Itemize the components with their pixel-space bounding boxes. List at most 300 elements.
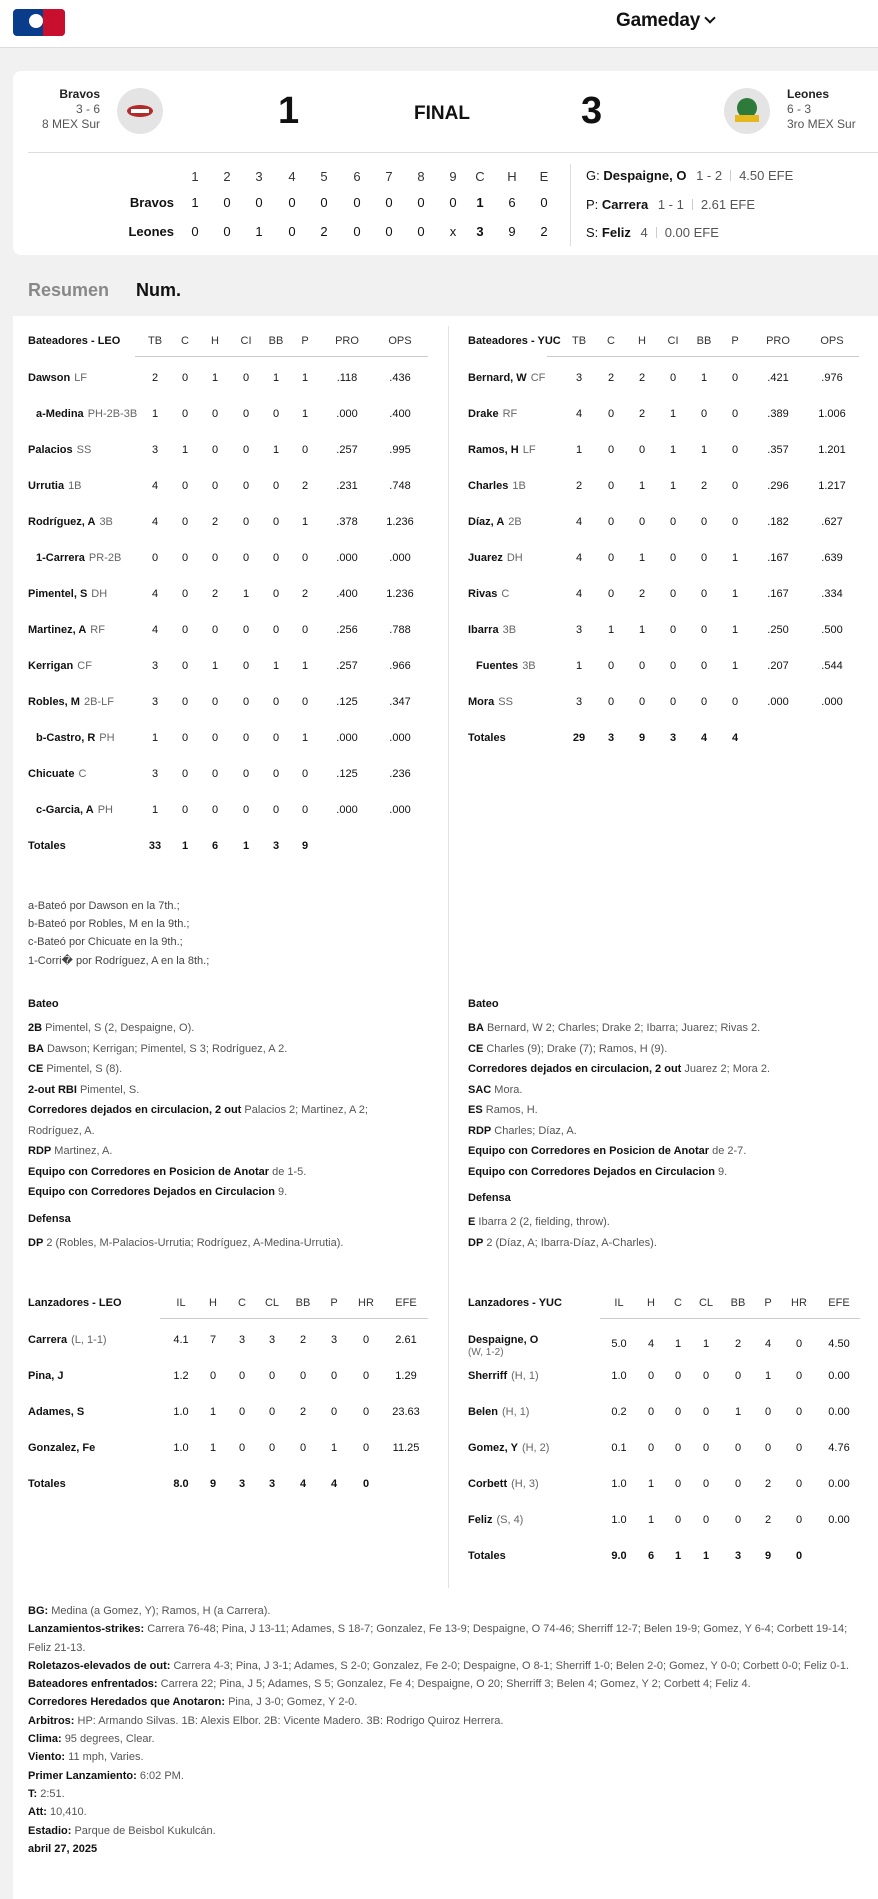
pitcher-stat: 0 <box>795 1338 803 1350</box>
batter-stat: 1 <box>575 444 583 456</box>
batter-stat: 0 <box>272 588 280 600</box>
batter-stat: 0 <box>301 804 309 816</box>
batting-table-title: Bateadores - YUC <box>468 335 561 347</box>
pitcher-stat: 0 <box>795 1370 803 1382</box>
pitcher-stat: 1.0 <box>611 1514 627 1526</box>
batter-stat: 1 <box>731 552 739 564</box>
batter-stat: 0 <box>731 480 739 492</box>
linescore-cell: 0 <box>385 224 393 239</box>
game-info-value: 6:02 PM. <box>139 1769 184 1782</box>
batter-stat: 0 <box>731 444 739 456</box>
game-info-value: 11 mph, Varies. <box>68 1751 144 1764</box>
linescore-header: 3 <box>255 169 263 184</box>
pitcher-stat: 7 <box>209 1334 217 1346</box>
batter-stat: .167 <box>767 552 789 564</box>
batter-stat: 0 <box>272 516 280 528</box>
game-info-key: Primer Lanzamiento: <box>28 1769 137 1782</box>
batter-stat: 0 <box>181 624 189 636</box>
pitcher-stat: 4.76 <box>828 1442 850 1454</box>
batter-stat: 0 <box>607 660 615 672</box>
bateo-note-key: Equipo con Corredores en Posicion de Anotar <box>28 1165 270 1178</box>
defensa-heading: Defensa <box>468 1192 511 1204</box>
batter-stat: .236 <box>389 768 411 780</box>
batter-stat: 0 <box>731 372 739 384</box>
batter-stat: .167 <box>767 588 789 600</box>
pitcher-stat: 0 <box>734 1514 742 1526</box>
batter-stat: .976 <box>821 372 843 384</box>
batter-stat: .357 <box>767 444 789 456</box>
batter-stat: 1 <box>211 372 219 384</box>
bateo-note-key: CE <box>28 1063 44 1075</box>
tab-box-score[interactable]: Num. <box>136 280 181 300</box>
batter-stat: 4 <box>575 588 583 600</box>
batter-stat: 1 <box>301 732 309 744</box>
pitching-total-stat: 9 <box>764 1550 772 1562</box>
batter-name-text: 1-Carrera <box>36 552 85 564</box>
pitching-col-header: H <box>209 1297 217 1309</box>
pitcher-stat: 0 <box>702 1478 710 1490</box>
pitcher-name[interactable] <box>468 1514 523 1526</box>
batter-stat: .400 <box>389 408 411 420</box>
batting-total-stat: 33 <box>148 840 162 852</box>
linescore-cell: 3 <box>476 224 484 239</box>
batter-position: RF <box>90 624 105 636</box>
pitcher-name-text: Belen <box>468 1406 498 1418</box>
batter-stat: 2 <box>151 372 159 384</box>
linescore-team-name[interactable]: Bravos <box>129 195 174 210</box>
batting-col-header: TB <box>571 335 587 347</box>
bateo-note-key: 2B <box>28 1022 43 1034</box>
batter-name[interactable] <box>468 444 536 456</box>
top-header <box>0 0 878 48</box>
game-date: abril 27, 2025 <box>28 1842 98 1855</box>
batter-stat: 1 <box>151 804 159 816</box>
batting-col-header: H <box>211 335 219 347</box>
batter-stat: 1.236 <box>386 516 414 528</box>
batter-stat: 1.217 <box>818 480 846 492</box>
linescore-cell: 0 <box>417 195 425 210</box>
batter-name[interactable] <box>28 660 92 672</box>
batter-stat: .627 <box>821 516 843 528</box>
game-info-value: HP: Armando Silvas. 1B: Alexis Elbor. 2B: Vicente Madero. 3B: Rodrigo Quiroz Herrera. <box>77 1714 504 1727</box>
pitcher-stat: 0 <box>299 1370 307 1382</box>
away-team-name[interactable]: Bravos <box>59 87 100 101</box>
batter-stat: .000 <box>389 552 411 564</box>
pitcher-name[interactable] <box>28 1370 63 1382</box>
batter-name-text: Drake <box>468 408 499 420</box>
pitcher-name[interactable] <box>468 1370 539 1382</box>
linescore-header: 7 <box>385 169 393 184</box>
batter-name[interactable] <box>28 696 114 708</box>
batter-stat: .257 <box>336 660 358 672</box>
pitcher-stat: 1.0 <box>611 1478 627 1490</box>
bateo-note-line <box>468 1018 760 1038</box>
batter-stat: .250 <box>767 624 789 636</box>
linescore-team-name[interactable]: Leones <box>128 224 174 239</box>
pitcher-stat: 4 <box>647 1338 655 1350</box>
linescore-cell: 0 <box>540 195 548 210</box>
pitching-total-stat: 6 <box>647 1550 655 1562</box>
pitching-total-stat: 3 <box>238 1478 246 1490</box>
pitcher-stat: 1 <box>209 1406 217 1418</box>
batter-stat: 1 <box>669 480 677 492</box>
pitcher-stat: 2 <box>299 1334 307 1346</box>
pitching-total-stat: 8.0 <box>173 1478 189 1490</box>
pitcher-name[interactable] <box>468 1406 529 1418</box>
batting-col-header: OPS <box>388 335 412 347</box>
batter-stat: 1 <box>181 444 189 456</box>
batter-stat: 0 <box>638 660 646 672</box>
bateo-note-key: Corredores dejados en circulacion, 2 out <box>468 1063 682 1075</box>
linescore-cell: 2 <box>320 224 328 239</box>
game-info-line <box>28 1693 868 1711</box>
pitcher-name-text: Sherriff <box>468 1370 508 1382</box>
batter-position: 3B <box>522 660 536 672</box>
batter-stat: 0 <box>638 516 646 528</box>
batter-name[interactable] <box>468 552 523 564</box>
batter-name[interactable] <box>36 732 115 744</box>
bateo-note-value: Pimentel, S. <box>79 1083 140 1096</box>
gameday-menu[interactable] <box>616 10 714 32</box>
pitcher-name-text: Adames, S <box>28 1406 85 1418</box>
batter-name[interactable] <box>36 552 121 564</box>
batter-stat: 0 <box>272 768 280 780</box>
batter-name-text: Rivas <box>468 588 498 600</box>
linescore-header: C <box>475 169 485 184</box>
batting-col-header: C <box>181 335 189 347</box>
bateo-note-value: Bernard, W 2; Charles; Drake 2; Ibarra; Juarez; Rivas 2. <box>486 1022 761 1034</box>
batting-col-header: OPS <box>820 335 844 347</box>
batter-position: CF <box>530 372 546 384</box>
pitcher-stat: 0.00 <box>828 1370 850 1382</box>
batter-stat: 0 <box>301 624 309 636</box>
batter-name-text: Mora <box>468 696 495 708</box>
batter-name[interactable] <box>28 372 87 384</box>
batter-name[interactable] <box>468 372 545 384</box>
batter-stat: 1 <box>272 444 280 456</box>
batting-total-stat: 9 <box>301 840 309 852</box>
batter-stat: 2 <box>211 588 219 600</box>
pitching-total-stat: 1 <box>674 1550 682 1562</box>
batter-name[interactable] <box>468 480 526 492</box>
batting-col-header: TB <box>147 335 163 347</box>
batter-stat: 0 <box>607 696 615 708</box>
linescore-cell: 1 <box>255 224 263 239</box>
batter-stat: 0 <box>607 444 615 456</box>
pitcher-stat: 0.00 <box>828 1514 850 1526</box>
home-team-standing: 3ro MEX Sur <box>787 117 856 131</box>
batter-name[interactable] <box>468 588 509 600</box>
batter-stat: 3 <box>151 696 159 708</box>
batter-stat: 1 <box>700 372 708 384</box>
batter-stat: 0 <box>669 516 677 528</box>
batter-stat: 0 <box>700 624 708 636</box>
batter-stat: 0 <box>638 444 646 456</box>
pitcher-stat: 0 <box>734 1478 742 1490</box>
pitcher-name-text: Gomez, Y <box>468 1442 518 1454</box>
pitcher-stat: 4.50 <box>828 1338 850 1350</box>
batter-name-text: Rodríguez, A <box>28 516 96 528</box>
batter-stat: 1 <box>301 408 309 420</box>
batting-col-header: C <box>607 335 615 347</box>
bateo-note-value: Dawson; Kerrigan; Pimentel, S 3; Rodríguez, A 2. <box>46 1042 288 1055</box>
defensa-note-value: 2 (Díaz, A; Ibarra-Díaz, A-Charles). <box>486 1236 657 1249</box>
pitcher-stat: 0 <box>362 1406 370 1418</box>
batter-name-text: Urrutia <box>28 480 65 492</box>
batter-stat: 0 <box>669 660 677 672</box>
batter-name[interactable] <box>28 624 105 636</box>
linescore-cell: 0 <box>417 224 425 239</box>
batter-stat: 1.201 <box>818 444 846 456</box>
batter-stat: 0 <box>700 588 708 600</box>
bateo-note-key: CE <box>468 1042 484 1055</box>
batter-stat: .334 <box>821 588 843 600</box>
game-info-line <box>28 1785 868 1803</box>
chevron-down-icon <box>704 12 715 23</box>
scoreboard-divider <box>28 152 878 153</box>
batter-stat: 0 <box>731 516 739 528</box>
batting-total-stat: 3 <box>272 840 280 852</box>
pitching-col-header: IL <box>614 1297 624 1309</box>
batter-stat: .182 <box>767 516 789 528</box>
batting-col-header: P <box>301 335 309 347</box>
batter-stat: 0 <box>181 660 189 672</box>
pitcher-decision: (S, 4) <box>496 1514 524 1526</box>
pitching-totals-label: Totales <box>468 1550 506 1562</box>
batter-stat: .436 <box>389 372 411 384</box>
batter-stat: 4 <box>151 480 159 492</box>
batter-position: SS <box>76 444 92 456</box>
linescore-cell: 2 <box>540 224 548 239</box>
batter-stat: 0 <box>211 444 219 456</box>
batter-position: 3B <box>99 516 113 528</box>
bateo-note-key: Equipo con Corredores Dejados en Circulacion <box>468 1165 715 1178</box>
gameday-label: Gameday <box>616 10 701 31</box>
pitcher-stat: 0 <box>362 1370 370 1382</box>
pitcher-decision: (H, 1) <box>511 1370 539 1382</box>
away-team-logo-icon[interactable] <box>117 88 163 134</box>
batter-stat: .400 <box>336 588 358 600</box>
batter-stat: 2 <box>607 372 615 384</box>
tab-summary[interactable]: Resumen <box>28 280 110 300</box>
batting-col-header: PRO <box>766 335 790 347</box>
pitcher-stat: 0 <box>238 1370 246 1382</box>
pitcher-name-text: Feliz <box>468 1514 493 1526</box>
pitching-col-header: C <box>238 1297 246 1309</box>
pitching-total-stat: 9 <box>209 1478 217 1490</box>
batter-stat: 0 <box>272 408 280 420</box>
pitcher-stat: 0 <box>299 1442 307 1454</box>
pitcher-name[interactable] <box>468 1334 538 1358</box>
pitcher-stat: 23.63 <box>392 1406 420 1418</box>
game-info-key: Clima: <box>28 1733 62 1746</box>
batter-name[interactable] <box>28 768 86 780</box>
batter-stat: 0 <box>272 480 280 492</box>
pitcher-stat: 5.0 <box>611 1338 627 1350</box>
batting-total-stat: 1 <box>181 840 189 852</box>
bateo-note-line <box>468 1121 577 1141</box>
batter-name[interactable] <box>36 804 113 816</box>
batter-stat: 4 <box>151 516 159 528</box>
pitcher-stat: 1 <box>647 1514 655 1526</box>
batter-name[interactable] <box>28 516 113 528</box>
batter-stat: .118 <box>336 372 358 384</box>
game-info-line <box>28 1748 868 1766</box>
away-score: 1 <box>278 90 300 132</box>
pitching-col-header: CL <box>698 1297 714 1309</box>
batter-stat: .125 <box>336 768 358 780</box>
batter-stat: 0 <box>242 660 250 672</box>
linescore-cell: 0 <box>255 195 263 210</box>
pitching-col-header: IL <box>176 1297 186 1309</box>
game-info-key: Lanzamientos-strikes: <box>28 1623 145 1636</box>
batter-stat: .389 <box>767 408 789 420</box>
pitcher-decision: (L, 1-1) <box>71 1334 107 1346</box>
home-team-name[interactable]: Leones <box>787 87 830 101</box>
pitching-col-header: EFE <box>395 1297 417 1309</box>
column-divider <box>448 326 449 1588</box>
batter-stat: 0 <box>242 552 250 564</box>
game-info-line <box>28 1712 868 1730</box>
batter-name[interactable] <box>468 624 516 636</box>
pitcher-stat: 0 <box>702 1514 710 1526</box>
batter-name[interactable] <box>36 408 137 420</box>
batter-stat: 0 <box>181 552 189 564</box>
decision-separator <box>730 170 731 181</box>
pitching-header-rule <box>600 1318 860 1319</box>
batter-stat: 0 <box>242 624 250 636</box>
batter-position: DH <box>506 552 523 564</box>
batter-stat: 0 <box>211 480 219 492</box>
defensa-note-line <box>468 1233 657 1253</box>
linescore-header: 9 <box>449 169 457 184</box>
batter-name[interactable] <box>468 516 522 528</box>
pitcher-stat: 3 <box>268 1334 276 1346</box>
pitcher-name[interactable] <box>468 1478 539 1490</box>
batter-stat: 1 <box>638 552 646 564</box>
batter-name[interactable] <box>28 588 107 600</box>
batter-position: C <box>501 588 510 600</box>
pitcher-stat: 0 <box>674 1442 682 1454</box>
pitcher-name[interactable] <box>28 1334 107 1346</box>
batter-stat: 0 <box>242 732 250 744</box>
batter-stat: 1 <box>669 408 677 420</box>
batter-stat: 0 <box>731 696 739 708</box>
pitcher-stat: 2 <box>734 1338 742 1350</box>
bateo-note-key: 2-out RBI <box>28 1083 77 1096</box>
pitcher-stat: 1 <box>764 1370 772 1382</box>
decision-pitcher-name[interactable]: Feliz <box>601 225 631 240</box>
batter-position: 2B <box>508 516 522 528</box>
bateo-note-value: de 2-7. <box>712 1145 747 1157</box>
batter-stat: 0 <box>700 516 708 528</box>
bateo-note-value: Martinez, A. <box>54 1145 113 1157</box>
batter-stat: 0 <box>181 696 189 708</box>
pitcher-stat: 0 <box>647 1406 655 1418</box>
batter-name[interactable] <box>476 660 536 672</box>
pitcher-stat: 0 <box>268 1406 276 1418</box>
batter-stat: 0 <box>607 516 615 528</box>
batter-name-text: a-Medina <box>36 408 84 420</box>
mlb-logo-icon[interactable] <box>13 9 65 36</box>
batting-col-header: P <box>731 335 739 347</box>
batter-stat: .231 <box>336 480 358 492</box>
batting-total-stat: 3 <box>669 732 677 744</box>
batter-position: DH <box>91 588 108 600</box>
batter-position: PH-2B-3B <box>87 408 138 420</box>
batter-name[interactable] <box>28 444 91 456</box>
pitcher-name-text: Gonzalez, Fe <box>28 1442 96 1454</box>
game-info-key: Bateadores enfrentados: <box>28 1678 158 1691</box>
decision-label: S: <box>586 225 599 240</box>
batting-total-stat: 4 <box>731 732 739 744</box>
game-info-key: T: <box>28 1787 38 1800</box>
pitching-totals-label: Totales <box>28 1478 66 1490</box>
bateo-note-value: 9. <box>278 1186 288 1198</box>
batter-name[interactable] <box>468 696 513 708</box>
pitcher-stat: 0.1 <box>611 1442 627 1454</box>
pitcher-name[interactable] <box>468 1442 549 1454</box>
pitching-col-header: CL <box>264 1297 280 1309</box>
batter-stat: 2 <box>211 516 219 528</box>
game-info-value: Carrera 76-48; Pina, J 13-11; Adames, S 18-7; Gonzalez, Fe 13-9; Despaigne, O 74-46; Sherriff 12-7; Belen 19-9; Gomez, Y 6-4; Corbett 19-14; Feliz 21-13. <box>28 1623 848 1654</box>
batting-col-header: PRO <box>335 335 359 347</box>
home-team-logo-icon[interactable] <box>724 88 770 134</box>
linescore-header: 1 <box>191 169 199 184</box>
batter-stat: .421 <box>767 372 789 384</box>
batter-stat: 3 <box>575 372 583 384</box>
defensa-note-key: DP <box>28 1236 44 1249</box>
pitcher-stat: 1 <box>647 1478 655 1490</box>
batting-col-header: BB <box>268 335 284 347</box>
bateo-note-line <box>468 1162 727 1182</box>
batter-stat: .378 <box>336 516 358 528</box>
pitching-col-header: HR <box>791 1297 807 1309</box>
away-team-record: 3 - 6 <box>75 102 100 116</box>
pitcher-stat: 0 <box>330 1370 338 1382</box>
batter-name[interactable] <box>28 480 82 492</box>
batting-header-rule <box>547 356 859 357</box>
batter-stat: 3 <box>151 444 159 456</box>
pitcher-stat: 4 <box>764 1338 772 1350</box>
bateo-note-line <box>28 1100 368 1120</box>
defensa-note-key: E <box>468 1216 476 1228</box>
decision-era: 0.00 EFE <box>664 225 719 240</box>
batter-stat: 0 <box>181 732 189 744</box>
bateo-heading: Bateo <box>468 998 499 1010</box>
batter-name-text: c-Garcia, A <box>36 804 94 816</box>
batter-stat: 0 <box>211 804 219 816</box>
bateo-note-line <box>468 1141 746 1161</box>
pitcher-stat: 0 <box>362 1334 370 1346</box>
pitching-col-header: BB <box>730 1297 746 1309</box>
pitcher-stat: 2 <box>764 1478 772 1490</box>
pitcher-name[interactable] <box>28 1406 84 1418</box>
substitution-note: c-Bateó por Chicuate en la 9th.; <box>28 936 183 948</box>
pitcher-name[interactable] <box>28 1442 95 1454</box>
batter-stat: 0 <box>700 660 708 672</box>
batter-name-text: b-Castro, R <box>36 732 96 744</box>
decision-row <box>586 197 755 212</box>
batting-total-stat: 1 <box>242 840 250 852</box>
decision-pitcher-name[interactable]: Despaigne, O <box>603 168 687 183</box>
bateo-note-value: Pimentel, S (2, Despaigne, O). <box>45 1022 195 1034</box>
batting-total-stat: 4 <box>700 732 708 744</box>
batter-stat: .639 <box>821 552 843 564</box>
batter-stat: 2 <box>638 588 646 600</box>
batter-name[interactable] <box>468 408 517 420</box>
decision-pitcher-name[interactable]: Carrera <box>601 197 649 212</box>
